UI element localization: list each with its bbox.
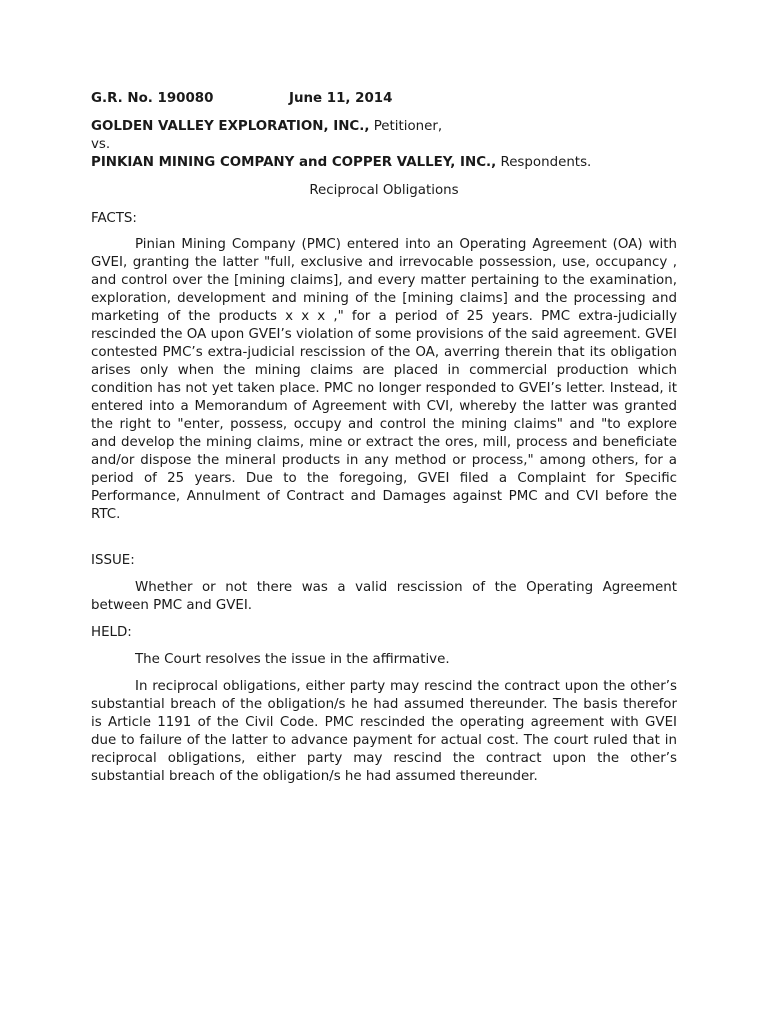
document-page [91, 91, 677, 786]
issue-heading: ISSUE: [91, 553, 135, 568]
respondent-line [91, 154, 677, 172]
held-paragraph-2: In reciprocal obligations, either party may rescind the contract upon the other’s substantial breach of the obligation/s he had assumed thereunder. The basis therefor is Article 1191 of the Civil Code. PMC rescinded the operating agreement with GVEI due to failure of the latter to advance payment for actual cost. The court ruled that in reciprocal obligations, either party may rescind the contract upon the other’s substantial breach of the obligation/s he had assumed thereunder. [91, 679, 677, 784]
facts-paragraph: Pinian Mining Company (PMC) entered into an Operating Agreement (OA) with GVEI, granting the latter "full, exclusive and irrevocable possession, use, occupancy , and control over the [mining claims], and every matter pertaining to the examination, exploration, development and mining of the [mining claims] and the processing and marketing of the products x x x ," for a period of 25 years. PMC extra-judicially rescinded the OA upon GVEI’s violation of some provisions of the said agreement. GVEI contested PMC’s extra-judicial rescission of the OA, averring therein that its obligation arises only when the mining claims are placed in commercial production which condition has not yet taken place. PMC no longer responded to GVEI’s letter. Instead, it entered into a Memorandum of Agreement with CVI, whereby the latter was granted the right to "enter, possess, occupy and control the mining claims" and "to explore and develop the mining claims, mine or extract the ores, mill, process and beneficiate and/or dispose the mineral products in any method or process," among others, for a period of 25 years. Due to the foregoing, GVEI filed a Complaint for Specific Performance, Annulment of Contract and Damages against PMC and CVI before the RTC. [91, 237, 677, 522]
versus-text: vs. [91, 137, 111, 152]
petitioner-name: GOLDEN VALLEY EXPLORATION, INC., [91, 119, 370, 134]
held-heading: HELD: [91, 625, 132, 640]
decision-date: June 11, 2014 [289, 91, 393, 106]
topic-title: Reciprocal Obligations [309, 183, 459, 198]
petitioner-line [91, 118, 677, 136]
respondent-name: PINKIAN MINING COMPANY and COPPER VALLEY, INC., [91, 155, 497, 170]
gr-number: G.R. No. 190080 [91, 91, 214, 106]
respondent-role: Respondents. [496, 155, 592, 170]
case-header [91, 91, 677, 109]
facts-heading: FACTS: [91, 211, 137, 226]
petitioner-role: Petitioner, [369, 119, 443, 134]
held-paragraph-1: The Court resolves the issue in the affirmative. [135, 652, 450, 667]
issue-paragraph: Whether or not there was a valid rescission of the Operating Agreement between PMC and GVEI. [91, 580, 677, 613]
